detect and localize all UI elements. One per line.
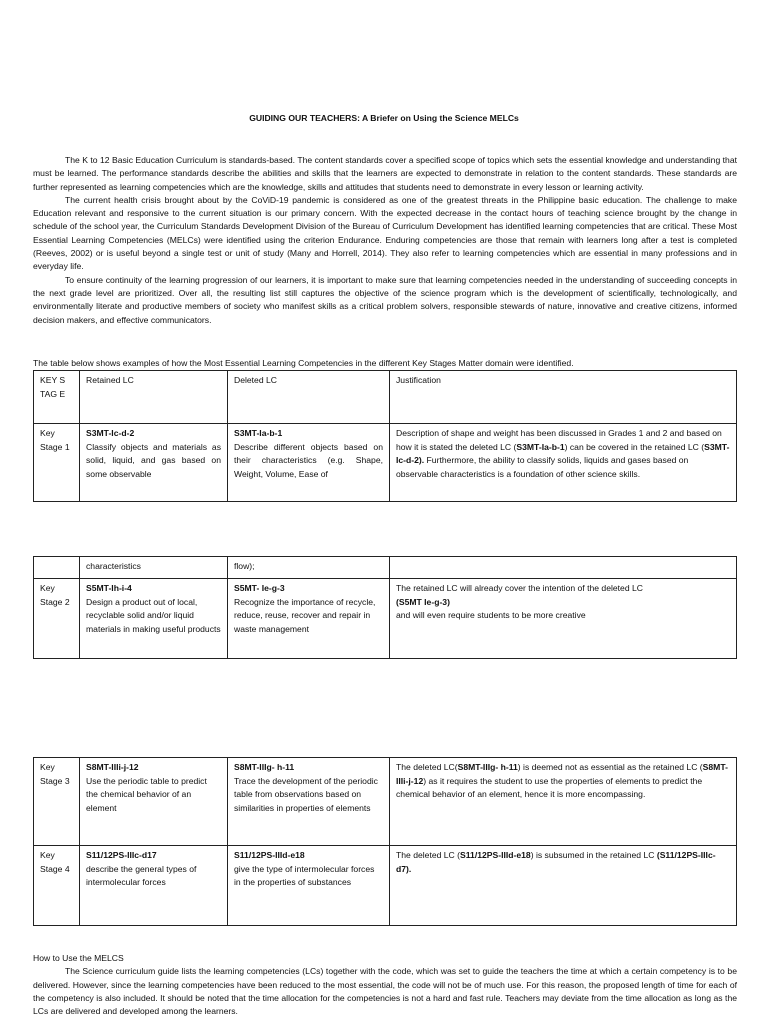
intro-section [33,154,737,327]
table-caption: The table below shows examples of how the Most Essential Learning Competencies in the different Key Stages Matter domain were identified. [33,358,574,368]
retained-lc-text: Classify objects and materials as solid, liquid, and gas based on some observable [86,441,221,479]
deleted-lc-cell [228,846,390,926]
deleted-lc-cell [228,424,390,502]
table-row [34,846,737,926]
document-title: GUIDING OUR TEACHERS: A Briefer on Using the Science MELCs [249,113,519,123]
deleted-lc-text: Trace the development of the periodic table from observations based on similarities in properties of elements [234,775,378,813]
deleted-lc-code: S8MT-IIIg- h-11 [234,762,295,772]
melc-table-part-3 [33,757,737,926]
deleted-lc-cell [228,579,390,659]
justification-cell: The deleted LC(S8MT-IIIg- h-11) is deemed not as essential as the retained LC (S8MT-IIIi-j-12) as it requires the student to use the properties of elements to predict the chemical behavior of an element, hence it is more encompassing. [390,758,737,846]
table-row [34,424,737,502]
howto-paragraph: The Science curriculum guide lists the learning competencies (LCs) together with the code, which was set to guide the teachers the time at which a certain competency is to be delivered. However, since the learning competencies have been reduced to the most essential, the code will not be of much use. For this reason, the proposed length of time for each of the competency is also included. It should be noted that the time allocation for the competencies is not a hard and fast rule. Teachers may deviate from the time allocation as long as the LCs are delivered and developed among the learners. [33,966,737,1017]
key-stage-label: Key Stage 4 [34,846,80,926]
deleted-lc-cell [228,758,390,846]
justification-cell: The deleted LC (S11/12PS-IIId-e18) is subsumed in the retained LC (S11/12PS-IIIc-d7). [390,846,737,926]
retained-lc-cell [80,846,228,926]
deleted-lc-text: Recognize the importance of recycle, reduce, reuse, recover and repair in waste management [234,596,376,634]
deleted-lc-code: S5MT- Ie-g-3 [234,583,285,593]
table-row [34,758,737,846]
table-row [34,557,737,579]
retained-lc-cell [80,579,228,659]
retained-lc-code: S11/12PS-IIIc-d17 [86,850,157,860]
retained-lc-code: S3MT-Ic-d-2 [86,428,135,438]
retained-lc-text: Design a product out of local, recyclable solid and/or liquid materials in making useful products [86,596,221,634]
key-stage-label: Key Stage 1 [34,424,80,502]
retained-lc-continuation: characteristics [80,557,228,579]
justification-cell: Description of shape and weight has been discussed in Grades 1 and 2 and based on how it is stated the deleted LC (S3MT-Ia-b-1) can be covered in the retained LC (S3MT-Ic-d-2). Furthermore, the ability to classify solids, liquids and gases based on observable characteristics is a foundation of other science skills. [390,424,737,502]
key-stage-label: Key Stage 3 [34,758,80,846]
deleted-lc-code: S3MT-Ia-b-1 [234,428,283,438]
howto-section [33,952,737,1018]
table-row [34,579,737,659]
header-deleted-lc: Deleted LC [228,371,390,424]
retained-lc-text: describe the general types of intermolecular forces [86,863,197,888]
intro-paragraph-1: The K to 12 Basic Education Curriculum is standards-based. The content standards cover a specified scope of topics which sets the essential knowledge and understanding that must be learned. The performance standards describe the abilities and skills that the learners are expected to demonstrate in relation to the content standards. These standards are further represented as learning competencies which are the knowledge, skills and attitudes that students need to demonstrate in every lesson or learning activity. [33,155,737,192]
header-justification: Justification [390,371,737,424]
header-retained-lc: Retained LC [80,371,228,424]
retained-lc-text: Use the periodic table to predict the chemical behavior of an element [86,775,207,813]
howto-heading: How to Use the MELCS [33,953,124,963]
melc-table-part-1 [33,370,737,502]
intro-paragraph-2: The current health crisis brought about by the CoViD-19 pandemic is considered as one of the greatest threats in the Philippine basic education. The challenge to make Education relevant and responsive to the current situation is our primary concern. With the expected decrease in the contact hours of teaching science brought by the change in schedule of the school year, the Curriculum Standards Development Division of the Bureau of Curriculum Development has identified learning competencies that are critical. These Most Essential Learning Competencies (MELCs) were identified using the criterion Endurance. Enduring competencies are those that remain with learners long after a test is completed (Reeves, 2002) or is useful beyond a single test or unit of study (Many and Horrell, 2014). They also refer to learning competencies which are essential in many professions and in everyday life. [33,194,737,272]
table-header-row [34,371,737,424]
key-stage-label: Key Stage 2 [34,579,80,659]
retained-lc-cell [80,424,228,502]
retained-lc-cell [80,758,228,846]
retained-lc-code: S8MT-IIIi-j-12 [86,762,139,772]
deleted-lc-text: Describe different objects based on their characteristics (e.g. Shape, Weight, Volume, Ease of [234,441,383,479]
header-key-stage: KEY STAG E [34,371,80,424]
retained-lc-code: S5MT-Ih-i-4 [86,583,132,593]
deleted-lc-text: give the type of intermolecular forces in the properties of substances [234,863,375,888]
deleted-lc-continuation: flow); [228,557,390,579]
deleted-lc-code: S11/12PS-IIId-e18 [234,850,305,860]
intro-paragraph-3: To ensure continuity of the learning progression of our learners, it is important to make sure that learning competencies needed in the understanding of succeeding concepts in the next grade level are prioritized. Over all, the resulting list still captures the objective of the science program which is the development of scientifically, technologically, and environmentally literate and productive members of society who manifest skills as a critical problem solvers, responsible stewards of nature, innovative and creative citizens, informed decision makers, and effective communicators. [33,274,737,325]
justification-cell: The retained LC will already cover the intention of the deleted LC (S5MT Ie-g-3) and will even require students to be more creative [390,579,737,659]
melc-table-part-2 [33,556,737,659]
